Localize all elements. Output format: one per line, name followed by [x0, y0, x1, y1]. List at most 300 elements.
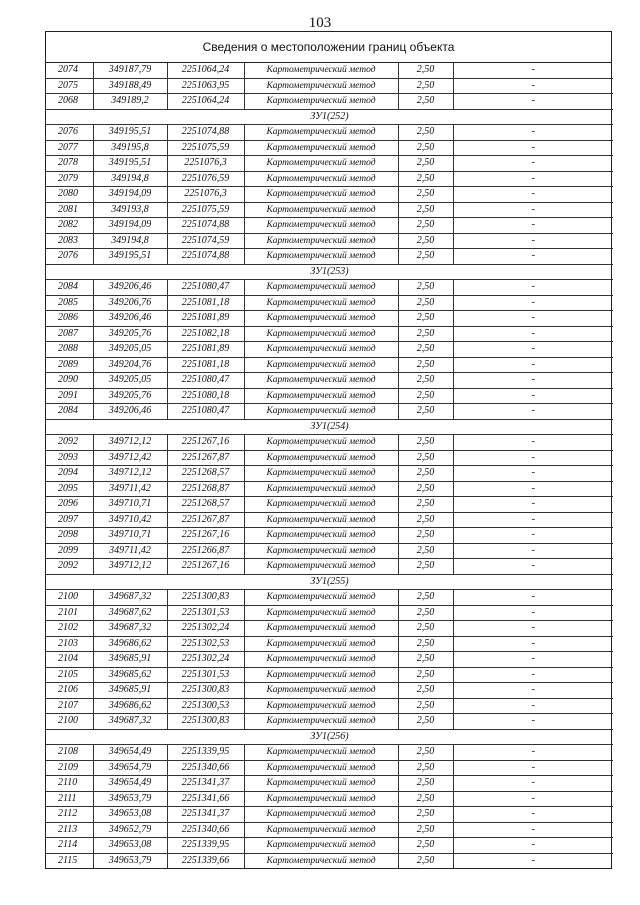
description-cell: -: [453, 481, 613, 497]
accuracy-cell: 2,50: [398, 450, 453, 466]
coord-x-cell: 349206,46: [93, 404, 167, 420]
table-row: [46, 156, 613, 172]
accuracy-cell: 2,50: [398, 667, 453, 683]
coord-y-cell: 2251074,59: [167, 233, 244, 249]
description-cell: -: [453, 156, 613, 172]
accuracy-cell: 2,50: [398, 714, 453, 730]
point-number-cell: 2087: [46, 326, 93, 342]
description-cell: -: [453, 388, 613, 404]
method-cell: Картометрический метод: [244, 342, 398, 358]
section-row: [46, 264, 613, 280]
coord-y-cell: 2251081,89: [167, 311, 244, 327]
method-cell: Картометрический метод: [244, 838, 398, 854]
accuracy-cell: 2,50: [398, 357, 453, 373]
description-cell: -: [453, 187, 613, 203]
coord-y-cell: 2251064,24: [167, 63, 244, 78]
coord-x-cell: 349711,42: [93, 543, 167, 559]
table-row: [46, 233, 613, 249]
table-row: [46, 838, 613, 854]
accuracy-cell: 2,50: [398, 776, 453, 792]
point-number-cell: 2114: [46, 838, 93, 854]
description-cell: -: [453, 543, 613, 559]
description-cell: -: [453, 621, 613, 637]
coord-y-cell: 2251341,37: [167, 776, 244, 792]
description-cell: -: [453, 838, 613, 854]
table-row: [46, 698, 613, 714]
method-cell: Картометрический метод: [244, 187, 398, 203]
table-row: [46, 590, 613, 606]
table-row: [46, 745, 613, 761]
section-label: ЗУ1(254): [46, 419, 613, 435]
point-number-cell: 2104: [46, 652, 93, 668]
method-cell: Картометрический метод: [244, 404, 398, 420]
coord-x-cell: 349653,08: [93, 838, 167, 854]
table-row: [46, 125, 613, 141]
table-row: [46, 280, 613, 296]
accuracy-cell: 2,50: [398, 791, 453, 807]
description-cell: -: [453, 125, 613, 141]
coord-y-cell: 2251082,18: [167, 326, 244, 342]
method-cell: Картометрический метод: [244, 776, 398, 792]
description-cell: -: [453, 590, 613, 606]
section-label: ЗУ1(253): [46, 264, 613, 280]
table-row: [46, 512, 613, 528]
coord-x-cell: 349711,42: [93, 481, 167, 497]
table-row: [46, 636, 613, 652]
coord-y-cell: 2251075,59: [167, 140, 244, 156]
table-row: [46, 621, 613, 637]
accuracy-cell: 2,50: [398, 528, 453, 544]
table-row: [46, 187, 613, 203]
point-number-cell: 2081: [46, 202, 93, 218]
coord-y-cell: 2251268,57: [167, 466, 244, 482]
coord-y-cell: 2251080,47: [167, 373, 244, 389]
coord-x-cell: 349687,32: [93, 714, 167, 730]
method-cell: Картометрический метод: [244, 667, 398, 683]
description-cell: -: [453, 404, 613, 420]
coord-y-cell: 2251339,95: [167, 838, 244, 854]
description-cell: -: [453, 822, 613, 838]
description-cell: -: [453, 652, 613, 668]
table-row: [46, 683, 613, 699]
point-number-cell: 2086: [46, 311, 93, 327]
method-cell: Картометрический метод: [244, 311, 398, 327]
coord-x-cell: 349685,91: [93, 652, 167, 668]
point-number-cell: 2092: [46, 559, 93, 575]
coord-y-cell: 2251267,16: [167, 528, 244, 544]
table-row: [46, 249, 613, 265]
accuracy-cell: 2,50: [398, 605, 453, 621]
point-number-cell: 2111: [46, 791, 93, 807]
table-row: [46, 450, 613, 466]
coord-y-cell: 2251081,89: [167, 342, 244, 358]
description-cell: -: [453, 295, 613, 311]
accuracy-cell: 2,50: [398, 280, 453, 296]
accuracy-cell: 2,50: [398, 156, 453, 172]
method-cell: Картометрический метод: [244, 78, 398, 94]
method-cell: Картометрический метод: [244, 481, 398, 497]
point-number-cell: 2076: [46, 249, 93, 265]
coord-y-cell: 2251081,18: [167, 357, 244, 373]
method-cell: Картометрический метод: [244, 435, 398, 451]
description-cell: -: [453, 233, 613, 249]
coord-x-cell: 349712,12: [93, 435, 167, 451]
point-number-cell: 2096: [46, 497, 93, 513]
accuracy-cell: 2,50: [398, 621, 453, 637]
table-row: [46, 559, 613, 575]
coord-y-cell: 2251268,57: [167, 497, 244, 513]
coord-y-cell: 2251063,95: [167, 78, 244, 94]
description-cell: -: [453, 280, 613, 296]
section-row: [46, 574, 613, 590]
coord-x-cell: 349204,76: [93, 357, 167, 373]
point-number-cell: 2105: [46, 667, 93, 683]
description-cell: -: [453, 807, 613, 823]
table-row: [46, 218, 613, 234]
accuracy-cell: 2,50: [398, 853, 453, 868]
coord-y-cell: 2251339,95: [167, 745, 244, 761]
point-number-cell: 2102: [46, 621, 93, 637]
description-cell: -: [453, 853, 613, 868]
description-cell: -: [453, 78, 613, 94]
coord-y-cell: 2251074,88: [167, 249, 244, 265]
accuracy-cell: 2,50: [398, 404, 453, 420]
accuracy-cell: 2,50: [398, 683, 453, 699]
coord-y-cell: 2251076,3: [167, 156, 244, 172]
coord-x-cell: 349188,49: [93, 78, 167, 94]
method-cell: Картометрический метод: [244, 652, 398, 668]
coord-x-cell: 349194,09: [93, 218, 167, 234]
method-cell: Картометрический метод: [244, 249, 398, 265]
accuracy-cell: 2,50: [398, 202, 453, 218]
coord-y-cell: 2251064,24: [167, 94, 244, 110]
table-row: [46, 357, 613, 373]
description-cell: -: [453, 311, 613, 327]
method-cell: Картометрический метод: [244, 156, 398, 172]
coord-x-cell: 349652,79: [93, 822, 167, 838]
coord-x-cell: 349654,79: [93, 760, 167, 776]
table-row: [46, 202, 613, 218]
point-number-cell: 2084: [46, 280, 93, 296]
table-row: [46, 63, 613, 78]
point-number-cell: 2095: [46, 481, 93, 497]
coord-x-cell: 349686,62: [93, 636, 167, 652]
coord-x-cell: 349653,79: [93, 853, 167, 868]
method-cell: Картометрический метод: [244, 233, 398, 249]
point-number-cell: 2068: [46, 94, 93, 110]
coord-y-cell: 2251267,16: [167, 435, 244, 451]
description-cell: -: [453, 63, 613, 78]
coord-y-cell: 2251302,24: [167, 621, 244, 637]
method-cell: Картометрический метод: [244, 559, 398, 575]
accuracy-cell: 2,50: [398, 218, 453, 234]
coord-y-cell: 2251267,87: [167, 512, 244, 528]
accuracy-cell: 2,50: [398, 807, 453, 823]
point-number-cell: 2079: [46, 171, 93, 187]
description-cell: -: [453, 776, 613, 792]
method-cell: Картометрический метод: [244, 388, 398, 404]
method-cell: Картометрический метод: [244, 822, 398, 838]
accuracy-cell: 2,50: [398, 326, 453, 342]
table-row: [46, 435, 613, 451]
point-number-cell: 2082: [46, 218, 93, 234]
coord-x-cell: 349205,05: [93, 373, 167, 389]
method-cell: Картометрический метод: [244, 357, 398, 373]
point-number-cell: 2078: [46, 156, 93, 172]
accuracy-cell: 2,50: [398, 187, 453, 203]
point-number-cell: 2107: [46, 698, 93, 714]
boundary-table-sheet: [45, 31, 612, 869]
table-row: [46, 140, 613, 156]
point-number-cell: 2077: [46, 140, 93, 156]
description-cell: -: [453, 698, 613, 714]
coord-y-cell: 2251301,53: [167, 605, 244, 621]
description-cell: -: [453, 683, 613, 699]
accuracy-cell: 2,50: [398, 698, 453, 714]
section-label: ЗУ1(255): [46, 574, 613, 590]
coord-x-cell: 349712,42: [93, 450, 167, 466]
point-number-cell: 2090: [46, 373, 93, 389]
coord-x-cell: 349189,2: [93, 94, 167, 110]
method-cell: Картометрический метод: [244, 636, 398, 652]
point-number-cell: 2084: [46, 404, 93, 420]
description-cell: -: [453, 605, 613, 621]
description-cell: -: [453, 559, 613, 575]
coord-x-cell: 349195,8: [93, 140, 167, 156]
coord-y-cell: 2251341,37: [167, 807, 244, 823]
accuracy-cell: 2,50: [398, 342, 453, 358]
coord-x-cell: 349194,8: [93, 171, 167, 187]
coord-y-cell: 2251302,53: [167, 636, 244, 652]
point-number-cell: 2108: [46, 745, 93, 761]
description-cell: -: [453, 218, 613, 234]
section-row: [46, 419, 613, 435]
method-cell: Картометрический метод: [244, 218, 398, 234]
coord-y-cell: 2251080,47: [167, 280, 244, 296]
accuracy-cell: 2,50: [398, 481, 453, 497]
table-row: [46, 543, 613, 559]
table-row: [46, 714, 613, 730]
point-number-cell: 2110: [46, 776, 93, 792]
accuracy-cell: 2,50: [398, 78, 453, 94]
coord-y-cell: 2251076,59: [167, 171, 244, 187]
accuracy-cell: 2,50: [398, 171, 453, 187]
accuracy-cell: 2,50: [398, 94, 453, 110]
point-number-cell: 2091: [46, 388, 93, 404]
point-number-cell: 2083: [46, 233, 93, 249]
coord-x-cell: 349687,32: [93, 590, 167, 606]
coord-x-cell: 349710,42: [93, 512, 167, 528]
table-row: [46, 822, 613, 838]
description-cell: -: [453, 357, 613, 373]
description-cell: -: [453, 760, 613, 776]
point-number-cell: 2089: [46, 357, 93, 373]
accuracy-cell: 2,50: [398, 233, 453, 249]
table-row: [46, 94, 613, 110]
accuracy-cell: 2,50: [398, 249, 453, 265]
method-cell: Картометрический метод: [244, 714, 398, 730]
method-cell: Картометрический метод: [244, 807, 398, 823]
description-cell: -: [453, 528, 613, 544]
accuracy-cell: 2,50: [398, 760, 453, 776]
table-row: [46, 78, 613, 94]
coord-y-cell: 2251080,18: [167, 388, 244, 404]
point-number-cell: 2085: [46, 295, 93, 311]
coord-y-cell: 2251080,47: [167, 404, 244, 420]
point-number-cell: 2115: [46, 853, 93, 868]
description-cell: -: [453, 745, 613, 761]
coord-x-cell: 349206,76: [93, 295, 167, 311]
coord-x-cell: 349194,09: [93, 187, 167, 203]
coord-y-cell: 2251074,88: [167, 125, 244, 141]
table-row: [46, 652, 613, 668]
accuracy-cell: 2,50: [398, 295, 453, 311]
coord-y-cell: 2251076,3: [167, 187, 244, 203]
coord-x-cell: 349712,12: [93, 466, 167, 482]
table-title: Сведения о местоположении границ объекта: [46, 32, 611, 63]
coord-x-cell: 349687,62: [93, 605, 167, 621]
section-row: [46, 109, 613, 125]
point-number-cell: 2109: [46, 760, 93, 776]
method-cell: Картометрический метод: [244, 94, 398, 110]
accuracy-cell: 2,50: [398, 838, 453, 854]
method-cell: Картометрический метод: [244, 450, 398, 466]
table-row: [46, 295, 613, 311]
coord-x-cell: 349194,8: [93, 233, 167, 249]
description-cell: -: [453, 94, 613, 110]
section-label: ЗУ1(252): [46, 109, 613, 125]
coord-x-cell: 349685,91: [93, 683, 167, 699]
point-number-cell: 2100: [46, 714, 93, 730]
point-number-cell: 2076: [46, 125, 93, 141]
method-cell: Картометрический метод: [244, 698, 398, 714]
method-cell: Картометрический метод: [244, 326, 398, 342]
table-row: [46, 481, 613, 497]
method-cell: Картометрический метод: [244, 202, 398, 218]
table-row: [46, 373, 613, 389]
section-label: ЗУ1(256): [46, 729, 613, 745]
accuracy-cell: 2,50: [398, 125, 453, 141]
coord-x-cell: 349206,46: [93, 280, 167, 296]
table-row: [46, 760, 613, 776]
description-cell: -: [453, 667, 613, 683]
accuracy-cell: 2,50: [398, 435, 453, 451]
point-number-cell: 2093: [46, 450, 93, 466]
coord-x-cell: 349710,71: [93, 497, 167, 513]
coord-y-cell: 2251074,88: [167, 218, 244, 234]
coord-y-cell: 2251340,66: [167, 822, 244, 838]
coord-x-cell: 349193,8: [93, 202, 167, 218]
section-row: [46, 729, 613, 745]
method-cell: Картометрический метод: [244, 63, 398, 78]
accuracy-cell: 2,50: [398, 466, 453, 482]
point-number-cell: 2099: [46, 543, 93, 559]
coord-x-cell: 349710,71: [93, 528, 167, 544]
table-row: [46, 791, 613, 807]
coord-y-cell: 2251300,83: [167, 683, 244, 699]
accuracy-cell: 2,50: [398, 63, 453, 78]
coord-x-cell: 349205,05: [93, 342, 167, 358]
accuracy-cell: 2,50: [398, 559, 453, 575]
method-cell: Картометрический метод: [244, 373, 398, 389]
table-row: [46, 404, 613, 420]
table-row: [46, 342, 613, 358]
coord-x-cell: 349195,51: [93, 125, 167, 141]
method-cell: Картометрический метод: [244, 683, 398, 699]
method-cell: Картометрический метод: [244, 590, 398, 606]
coord-x-cell: 349654,49: [93, 745, 167, 761]
point-number-cell: 2092: [46, 435, 93, 451]
table-row: [46, 311, 613, 327]
description-cell: -: [453, 714, 613, 730]
method-cell: Картометрический метод: [244, 140, 398, 156]
coord-y-cell: 2251301,53: [167, 667, 244, 683]
table-row: [46, 528, 613, 544]
method-cell: Картометрический метод: [244, 853, 398, 868]
point-number-cell: 2097: [46, 512, 93, 528]
method-cell: Картометрический метод: [244, 512, 398, 528]
point-number-cell: 2080: [46, 187, 93, 203]
point-number-cell: 2094: [46, 466, 93, 482]
table-row: [46, 667, 613, 683]
coord-y-cell: 2251267,87: [167, 450, 244, 466]
accuracy-cell: 2,50: [398, 745, 453, 761]
coord-x-cell: 349653,08: [93, 807, 167, 823]
coord-y-cell: 2251339,66: [167, 853, 244, 868]
method-cell: Картометрический метод: [244, 280, 398, 296]
accuracy-cell: 2,50: [398, 636, 453, 652]
accuracy-cell: 2,50: [398, 373, 453, 389]
method-cell: Картометрический метод: [244, 621, 398, 637]
description-cell: -: [453, 636, 613, 652]
method-cell: Картометрический метод: [244, 760, 398, 776]
coord-y-cell: 2251300,53: [167, 698, 244, 714]
coord-y-cell: 2251266,87: [167, 543, 244, 559]
coord-y-cell: 2251341,66: [167, 791, 244, 807]
coord-y-cell: 2251302,24: [167, 652, 244, 668]
point-number-cell: 2074: [46, 63, 93, 78]
description-cell: -: [453, 342, 613, 358]
description-cell: -: [453, 171, 613, 187]
description-cell: -: [453, 497, 613, 513]
accuracy-cell: 2,50: [398, 388, 453, 404]
table-row: [46, 853, 613, 868]
method-cell: Картометрический метод: [244, 605, 398, 621]
description-cell: -: [453, 202, 613, 218]
method-cell: Картометрический метод: [244, 497, 398, 513]
accuracy-cell: 2,50: [398, 311, 453, 327]
method-cell: Картометрический метод: [244, 295, 398, 311]
coord-y-cell: 2251300,83: [167, 714, 244, 730]
coord-y-cell: 2251081,18: [167, 295, 244, 311]
table-row: [46, 497, 613, 513]
description-cell: -: [453, 249, 613, 265]
table-row: [46, 326, 613, 342]
coord-y-cell: 2251267,16: [167, 559, 244, 575]
description-cell: -: [453, 140, 613, 156]
table-row: [46, 807, 613, 823]
table-row: [46, 388, 613, 404]
description-cell: -: [453, 791, 613, 807]
coord-x-cell: 349687,32: [93, 621, 167, 637]
coord-x-cell: 349205,76: [93, 326, 167, 342]
table-row: [46, 171, 613, 187]
coord-x-cell: 349195,51: [93, 249, 167, 265]
description-cell: -: [453, 512, 613, 528]
coord-x-cell: 349195,51: [93, 156, 167, 172]
accuracy-cell: 2,50: [398, 140, 453, 156]
accuracy-cell: 2,50: [398, 512, 453, 528]
